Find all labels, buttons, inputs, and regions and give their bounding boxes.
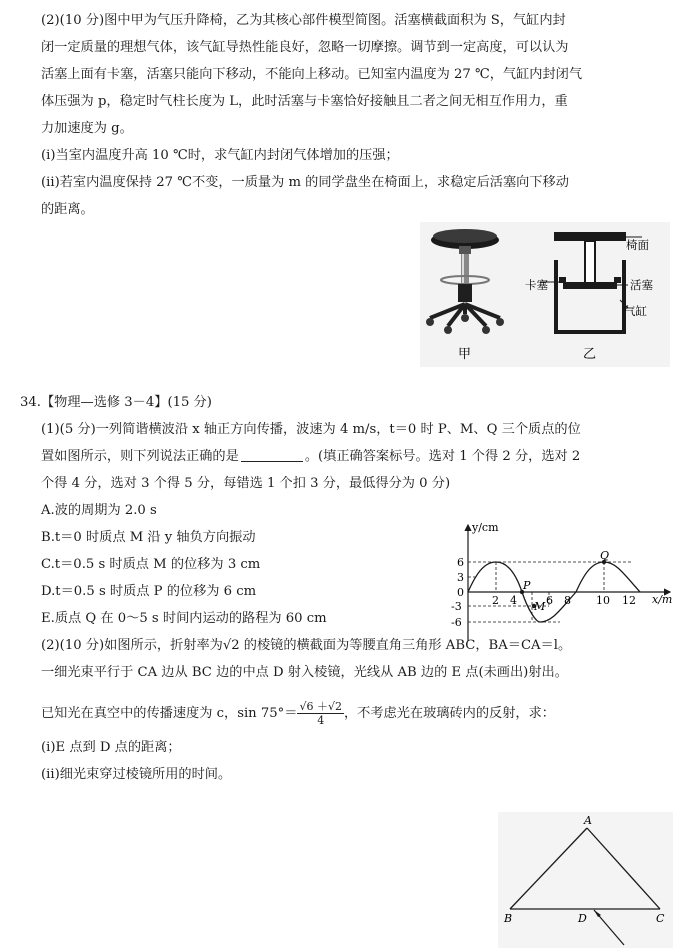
fraction-denominator: 4 <box>317 714 325 727</box>
x-tick-8: 8 <box>564 594 571 607</box>
q33-sub-question-1: (ⅰ)当室内温度升高 10 ℃时，求气缸内封闭气体增加的压强； <box>41 148 399 163</box>
option-a: A.波的周期为 2.0 s <box>41 503 157 518</box>
x-tick-6: 6 <box>546 594 553 607</box>
q33-sub-question-2b: 的距离。 <box>41 202 94 217</box>
x-tick-4: 4 <box>510 594 517 607</box>
vertex-c: C <box>656 912 665 925</box>
y-tick-neg3: -3 <box>451 600 462 613</box>
y-axis-label: y/cm <box>472 521 499 534</box>
q33-line-1: (2)(10 分)图中甲为气压升降椅，乙为其核心部件模型简图。活塞横截面积为 S，气缸内封 <box>41 13 566 28</box>
label-stopper: 卡塞 <box>525 278 548 292</box>
label-q: Q <box>600 549 610 562</box>
q34-p1-line-2a: 置如图所示，则下列说法正确的是 <box>41 449 239 464</box>
option-d: D.t＝0.5 s 时质点 P 的位移为 6 cm <box>41 584 257 599</box>
point-d: D <box>578 912 587 925</box>
q34-p2-line-3b: ，不考虑光在玻璃砖内的反射，求： <box>343 706 555 721</box>
wave-graph <box>438 517 678 645</box>
y-tick-6: 6 <box>457 556 464 569</box>
q34-p2-sub-1: (ⅰ)E 点到 D 点的距离； <box>41 740 181 755</box>
vertex-a: A <box>584 814 592 827</box>
label-cylinder: 气缸 <box>624 304 647 318</box>
q34-header: 34.【物理—选修 3－4】(15 分) <box>20 395 212 410</box>
x-axis-label: x/m <box>652 593 673 606</box>
x-tick-10: 10 <box>596 594 610 607</box>
q34-p2-line-1: (2)(10 分)如图所示，折射率为√2 的棱镜的横截面为等腰直角三角形 ABC，BA＝CA＝l。 <box>41 638 572 653</box>
label-yi: 乙 <box>583 347 597 362</box>
y-tick-neg6: -6 <box>451 616 462 629</box>
q34-p2-line-3 <box>41 699 555 729</box>
q34-p2-line-2: 一细光束平行于 CA 边从 BC 边的中点 D 射入棱镜，光线从 AB 边的 E 点(未画出)射出。 <box>41 665 568 680</box>
q33-line-2: 闭一定质量的理想气体，该气缸导热性能良好，忽略一切摩擦。调节到一定高度，可以认为 <box>41 40 569 55</box>
label-jia: 甲 <box>458 347 472 362</box>
option-e: E.质点 Q 在 0～5 s 时间内运动的路程为 60 cm <box>41 611 327 626</box>
q33-line-4: 体压强为 p，稳定时气柱长度为 L，此时活塞与卡塞恰好接触且二者之间无相互作用力，重 <box>41 94 568 109</box>
vertex-b: B <box>504 912 513 925</box>
fraction-numerator: √6 ＋√2 <box>299 700 342 713</box>
label-p: P <box>523 579 531 592</box>
q34-p1-line-2b: 。(填正确答案标号。选对 1 个得 2 分，选对 2 <box>304 449 581 464</box>
q34-p2-sub-2: (ⅱ)细光束穿过棱镜所用的时间。 <box>41 767 232 782</box>
y-tick-3: 3 <box>457 571 464 584</box>
label-seat: 椅面 <box>626 238 649 252</box>
q33-sub-question-2a: (ⅱ)若室内温度保持 27 ℃不变，一质量为 m 的同学盘坐在椅面上，求稳定后活塞向下移动 <box>41 175 569 190</box>
x-tick-12: 12 <box>622 594 636 607</box>
option-c: C.t＝0.5 s 时质点 M 的位移为 3 cm <box>41 557 261 572</box>
q33-line-3: 活塞上面有卡塞，活塞只能向下移动，不能向上移动。已知室内温度为 27 ℃，气缸内封闭气 <box>41 67 583 82</box>
chair-figure <box>420 222 670 367</box>
y-tick-0: 0 <box>457 586 464 599</box>
q34-p1-line-2 <box>41 447 580 467</box>
x-tick-2: 2 <box>492 594 499 607</box>
sin75-fraction <box>297 700 344 727</box>
answer-blank <box>241 447 303 462</box>
option-b: B.t＝0 时质点 M 沿 y 轴负方向振动 <box>41 530 256 545</box>
q34-p2-line-3a: 已知光在真空中的传播速度为 c，sin 75°＝ <box>41 706 298 721</box>
q33-line-5: 力加速度为 g。 <box>41 121 133 136</box>
label-piston: 活塞 <box>630 278 653 292</box>
prism-figure <box>498 812 673 948</box>
q34-p1-line-1: (1)(5 分)一列简谐横波沿 x 轴正方向传播，波速为 4 m/s，t＝0 时 P、M、Q 三个质点的位 <box>41 422 581 437</box>
q34-p1-line-3: 个得 4 分，选对 3 个得 5 分，每错选 1 个扣 3 分，最低得分为 0 分) <box>41 476 451 491</box>
label-m: M <box>534 600 546 613</box>
